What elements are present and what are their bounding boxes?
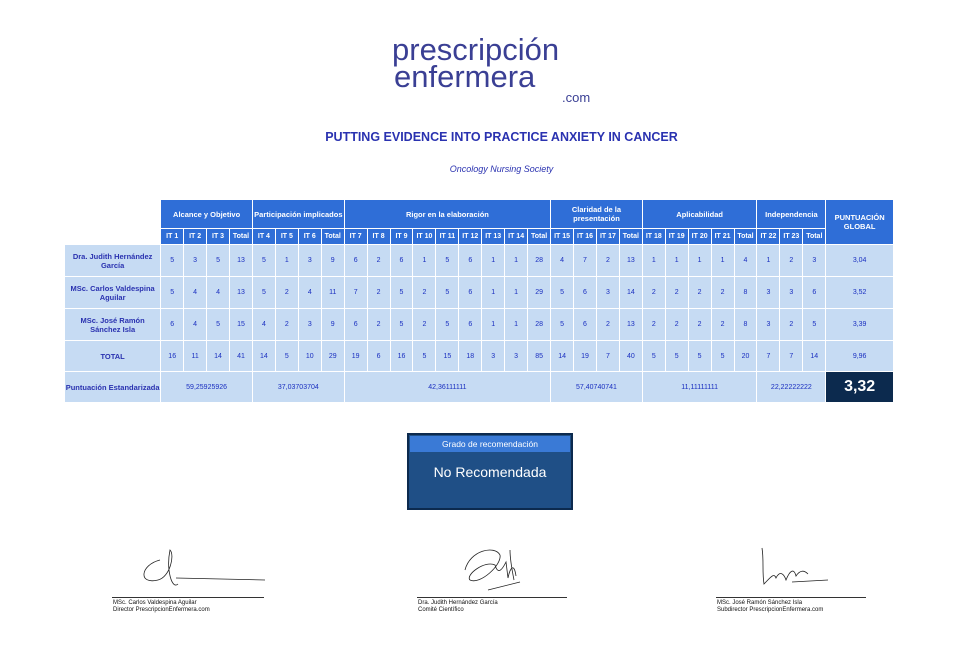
total-cell: 14: [207, 341, 230, 372]
score-cell: 5: [390, 309, 413, 341]
score-cell: 11: [321, 277, 344, 309]
score-cell: 4: [207, 277, 230, 309]
signature-role: Comité Científico: [418, 607, 464, 613]
score-cell: 8: [734, 309, 757, 341]
item-header: IT 17: [596, 229, 619, 245]
std-value: 42,36111111: [344, 372, 550, 403]
score-cell: 5: [161, 245, 184, 277]
signature-image-3: [740, 540, 900, 596]
logo: [380, 30, 620, 108]
item-header: Total: [734, 229, 757, 245]
score-cell: 3: [757, 309, 780, 341]
score-cell: 28: [528, 309, 551, 341]
score-cell: 3: [596, 277, 619, 309]
total-cell: 19: [574, 341, 597, 372]
score-cell: 3: [298, 245, 321, 277]
item-header: IT 20: [688, 229, 711, 245]
score-cell: 6: [344, 309, 367, 341]
item-header: IT 7: [344, 229, 367, 245]
score-cell: 13: [619, 309, 642, 341]
recommendation-box: [407, 433, 573, 510]
score-cell: 2: [665, 309, 688, 341]
total-cell: 5: [688, 341, 711, 372]
total-global-score: 9,96: [826, 341, 894, 372]
document-subtitle: Oncology Nursing Society: [449, 164, 554, 174]
score-cell: 2: [711, 277, 734, 309]
signature-image-1: [130, 540, 290, 596]
score-cell: 1: [688, 245, 711, 277]
score-cell: 5: [803, 309, 826, 341]
score-cell: 3: [780, 277, 803, 309]
item-header: IT 10: [413, 229, 436, 245]
item-header: IT 8: [367, 229, 390, 245]
global-score-header: PUNTUACIÓN GLOBAL: [826, 200, 894, 245]
group-header: Aplicabilidad: [642, 200, 757, 229]
score-cell: 6: [390, 245, 413, 277]
group-header: Claridad de la presentación: [551, 200, 643, 229]
score-cell: 29: [528, 277, 551, 309]
score-cell: 5: [207, 309, 230, 341]
total-cell: 29: [321, 341, 344, 372]
signature-name: Dra. Judith Hernández García: [418, 600, 498, 606]
evaluator-row: [65, 245, 894, 277]
total-cell: 7: [780, 341, 803, 372]
corner-blank: [65, 200, 161, 229]
item-header: IT 3: [207, 229, 230, 245]
score-cell: 5: [252, 277, 275, 309]
score-cell: 6: [803, 277, 826, 309]
score-cell: 2: [665, 277, 688, 309]
score-cell: 4: [252, 309, 275, 341]
total-cell: 16: [161, 341, 184, 372]
group-header: Rigor en la elaboración: [344, 200, 550, 229]
score-cell: 3: [184, 245, 207, 277]
score-cell: 14: [619, 277, 642, 309]
total-cell: 14: [252, 341, 275, 372]
signature-block-3: [717, 600, 823, 614]
score-cell: 2: [367, 309, 390, 341]
score-cell: 2: [642, 277, 665, 309]
total-cell: 6: [367, 341, 390, 372]
item-header: IT 18: [642, 229, 665, 245]
signature-role: Director PrescripcionEnfermera.com: [113, 607, 210, 613]
score-cell: 15: [230, 309, 253, 341]
total-cell: 10: [298, 341, 321, 372]
total-cell: 85: [528, 341, 551, 372]
signature-block-2: [418, 600, 498, 614]
total-cell: 18: [459, 341, 482, 372]
item-header: IT 19: [665, 229, 688, 245]
score-cell: 1: [482, 277, 505, 309]
signature-line-1: [112, 597, 264, 598]
signature-block-1: [113, 600, 210, 614]
score-cell: 1: [711, 245, 734, 277]
score-cell: 9: [321, 309, 344, 341]
score-cell: 3: [757, 277, 780, 309]
score-cell: 1: [275, 245, 298, 277]
score-cell: 2: [688, 277, 711, 309]
evaluator-name: MSc. José Ramón Sánchez Isla: [65, 309, 161, 341]
score-cell: 6: [161, 309, 184, 341]
score-cell: 5: [436, 277, 459, 309]
score-cell: 9: [321, 245, 344, 277]
item-header: Total: [803, 229, 826, 245]
recommendation-header: Grado de recomendación: [410, 436, 570, 452]
item-header: IT 1: [161, 229, 184, 245]
item-header: IT 4: [252, 229, 275, 245]
score-cell: 4: [551, 245, 574, 277]
score-cell: 2: [275, 277, 298, 309]
score-cell: 2: [642, 309, 665, 341]
evaluator-global-score: 3,04: [826, 245, 894, 277]
std-value: 37,03703704: [252, 372, 344, 403]
item-header: Total: [528, 229, 551, 245]
score-cell: 5: [436, 245, 459, 277]
score-cell: 2: [596, 309, 619, 341]
total-cell: 14: [803, 341, 826, 372]
item-header: IT 16: [574, 229, 597, 245]
corner-blank: [65, 229, 161, 245]
std-value: 57,40740741: [551, 372, 643, 403]
item-header: IT 13: [482, 229, 505, 245]
item-header: IT 14: [505, 229, 528, 245]
item-header: IT 6: [298, 229, 321, 245]
score-cell: 8: [734, 277, 757, 309]
score-cell: 28: [528, 245, 551, 277]
score-cell: 2: [780, 245, 803, 277]
score-cell: 1: [505, 245, 528, 277]
score-cell: 13: [619, 245, 642, 277]
document-title: PUTTING EVIDENCE INTO PRACTICE ANXIETY IN CANCER: [325, 130, 678, 144]
signature-name: MSc. José Ramón Sánchez Isla: [717, 600, 803, 606]
logo-line1: prescripción: [392, 32, 560, 67]
std-value: 11,11111111: [642, 372, 757, 403]
item-header: IT 21: [711, 229, 734, 245]
score-cell: 1: [665, 245, 688, 277]
item-header: IT 12: [459, 229, 482, 245]
score-cell: 2: [596, 245, 619, 277]
score-cell: 7: [574, 245, 597, 277]
logo-line2: enfermera: [394, 59, 536, 94]
total-label: TOTAL: [65, 341, 161, 372]
total-cell: 5: [413, 341, 436, 372]
score-cell: 1: [757, 245, 780, 277]
item-header: Total: [619, 229, 642, 245]
total-cell: 5: [665, 341, 688, 372]
score-cell: 4: [298, 277, 321, 309]
score-cell: 4: [734, 245, 757, 277]
std-label: Puntuación Estandarizada: [65, 372, 161, 403]
std-value: 22,22222222: [757, 372, 826, 403]
logo-graphic: [380, 30, 620, 108]
evaluation-table: [64, 199, 894, 403]
score-cell: 1: [505, 309, 528, 341]
item-header: IT 11: [436, 229, 459, 245]
total-cell: 7: [596, 341, 619, 372]
total-cell: 3: [505, 341, 528, 372]
score-cell: 6: [574, 309, 597, 341]
total-cell: 19: [344, 341, 367, 372]
signature-role: Subdirector PrescripcionEnfermera.com: [717, 607, 824, 613]
total-cell: 16: [390, 341, 413, 372]
item-header: IT 22: [757, 229, 780, 245]
recommendation-value: No Recomendada: [433, 464, 547, 480]
total-cell: 14: [551, 341, 574, 372]
score-cell: 1: [505, 277, 528, 309]
item-header: IT 9: [390, 229, 413, 245]
std-global-score: 3,32: [826, 372, 894, 403]
total-cell: 15: [436, 341, 459, 372]
evaluator-row: [65, 309, 894, 341]
item-header: IT 5: [275, 229, 298, 245]
item-header: IT 23: [780, 229, 803, 245]
total-cell: 20: [734, 341, 757, 372]
total-cell: 41: [230, 341, 253, 372]
score-cell: 3: [298, 309, 321, 341]
evaluator-global-score: 3,52: [826, 277, 894, 309]
score-cell: 4: [184, 277, 207, 309]
score-cell: 6: [459, 309, 482, 341]
evaluator-name: Dra. Judith Hernández García: [65, 245, 161, 277]
score-cell: 2: [780, 309, 803, 341]
score-cell: 5: [551, 309, 574, 341]
total-cell: 40: [619, 341, 642, 372]
score-cell: 5: [161, 277, 184, 309]
evaluator-global-score: 3,39: [826, 309, 894, 341]
score-cell: 5: [436, 309, 459, 341]
total-cell: 3: [482, 341, 505, 372]
signature-name: MSc. Carlos Valdespina Aguilar: [113, 600, 197, 606]
score-cell: 5: [551, 277, 574, 309]
signature-line-3: [716, 597, 866, 598]
score-cell: 1: [482, 309, 505, 341]
group-header: Independencia: [757, 200, 826, 229]
score-cell: 1: [642, 245, 665, 277]
score-cell: 2: [688, 309, 711, 341]
total-cell: 5: [275, 341, 298, 372]
score-cell: 13: [230, 245, 253, 277]
score-cell: 7: [344, 277, 367, 309]
score-cell: 5: [207, 245, 230, 277]
group-header: Participación implicados: [252, 200, 344, 229]
score-cell: 6: [344, 245, 367, 277]
std-value: 59,25925926: [161, 372, 253, 403]
score-cell: 1: [413, 245, 436, 277]
score-cell: 6: [459, 277, 482, 309]
total-cell: 7: [757, 341, 780, 372]
score-cell: 2: [367, 277, 390, 309]
score-cell: 6: [574, 277, 597, 309]
score-cell: 2: [413, 309, 436, 341]
score-cell: 2: [275, 309, 298, 341]
total-cell: 11: [184, 341, 207, 372]
score-cell: 2: [413, 277, 436, 309]
item-header: IT 2: [184, 229, 207, 245]
score-cell: 5: [252, 245, 275, 277]
score-cell: 4: [184, 309, 207, 341]
score-cell: 6: [459, 245, 482, 277]
item-header: IT 15: [551, 229, 574, 245]
score-cell: 13: [230, 277, 253, 309]
signature-line-2: [417, 597, 567, 598]
score-cell: 3: [803, 245, 826, 277]
group-header: Alcance y Objetivo: [161, 200, 253, 229]
score-cell: 2: [711, 309, 734, 341]
signature-image-2: [440, 540, 600, 596]
evaluator-row: [65, 277, 894, 309]
score-cell: 2: [367, 245, 390, 277]
item-header: Total: [230, 229, 253, 245]
score-cell: 1: [482, 245, 505, 277]
item-header: Total: [321, 229, 344, 245]
evaluator-name: MSc. Carlos Valdespina Aguilar: [65, 277, 161, 309]
total-cell: 5: [642, 341, 665, 372]
total-cell: 5: [711, 341, 734, 372]
logo-line3: .com: [562, 90, 591, 105]
score-cell: 5: [390, 277, 413, 309]
